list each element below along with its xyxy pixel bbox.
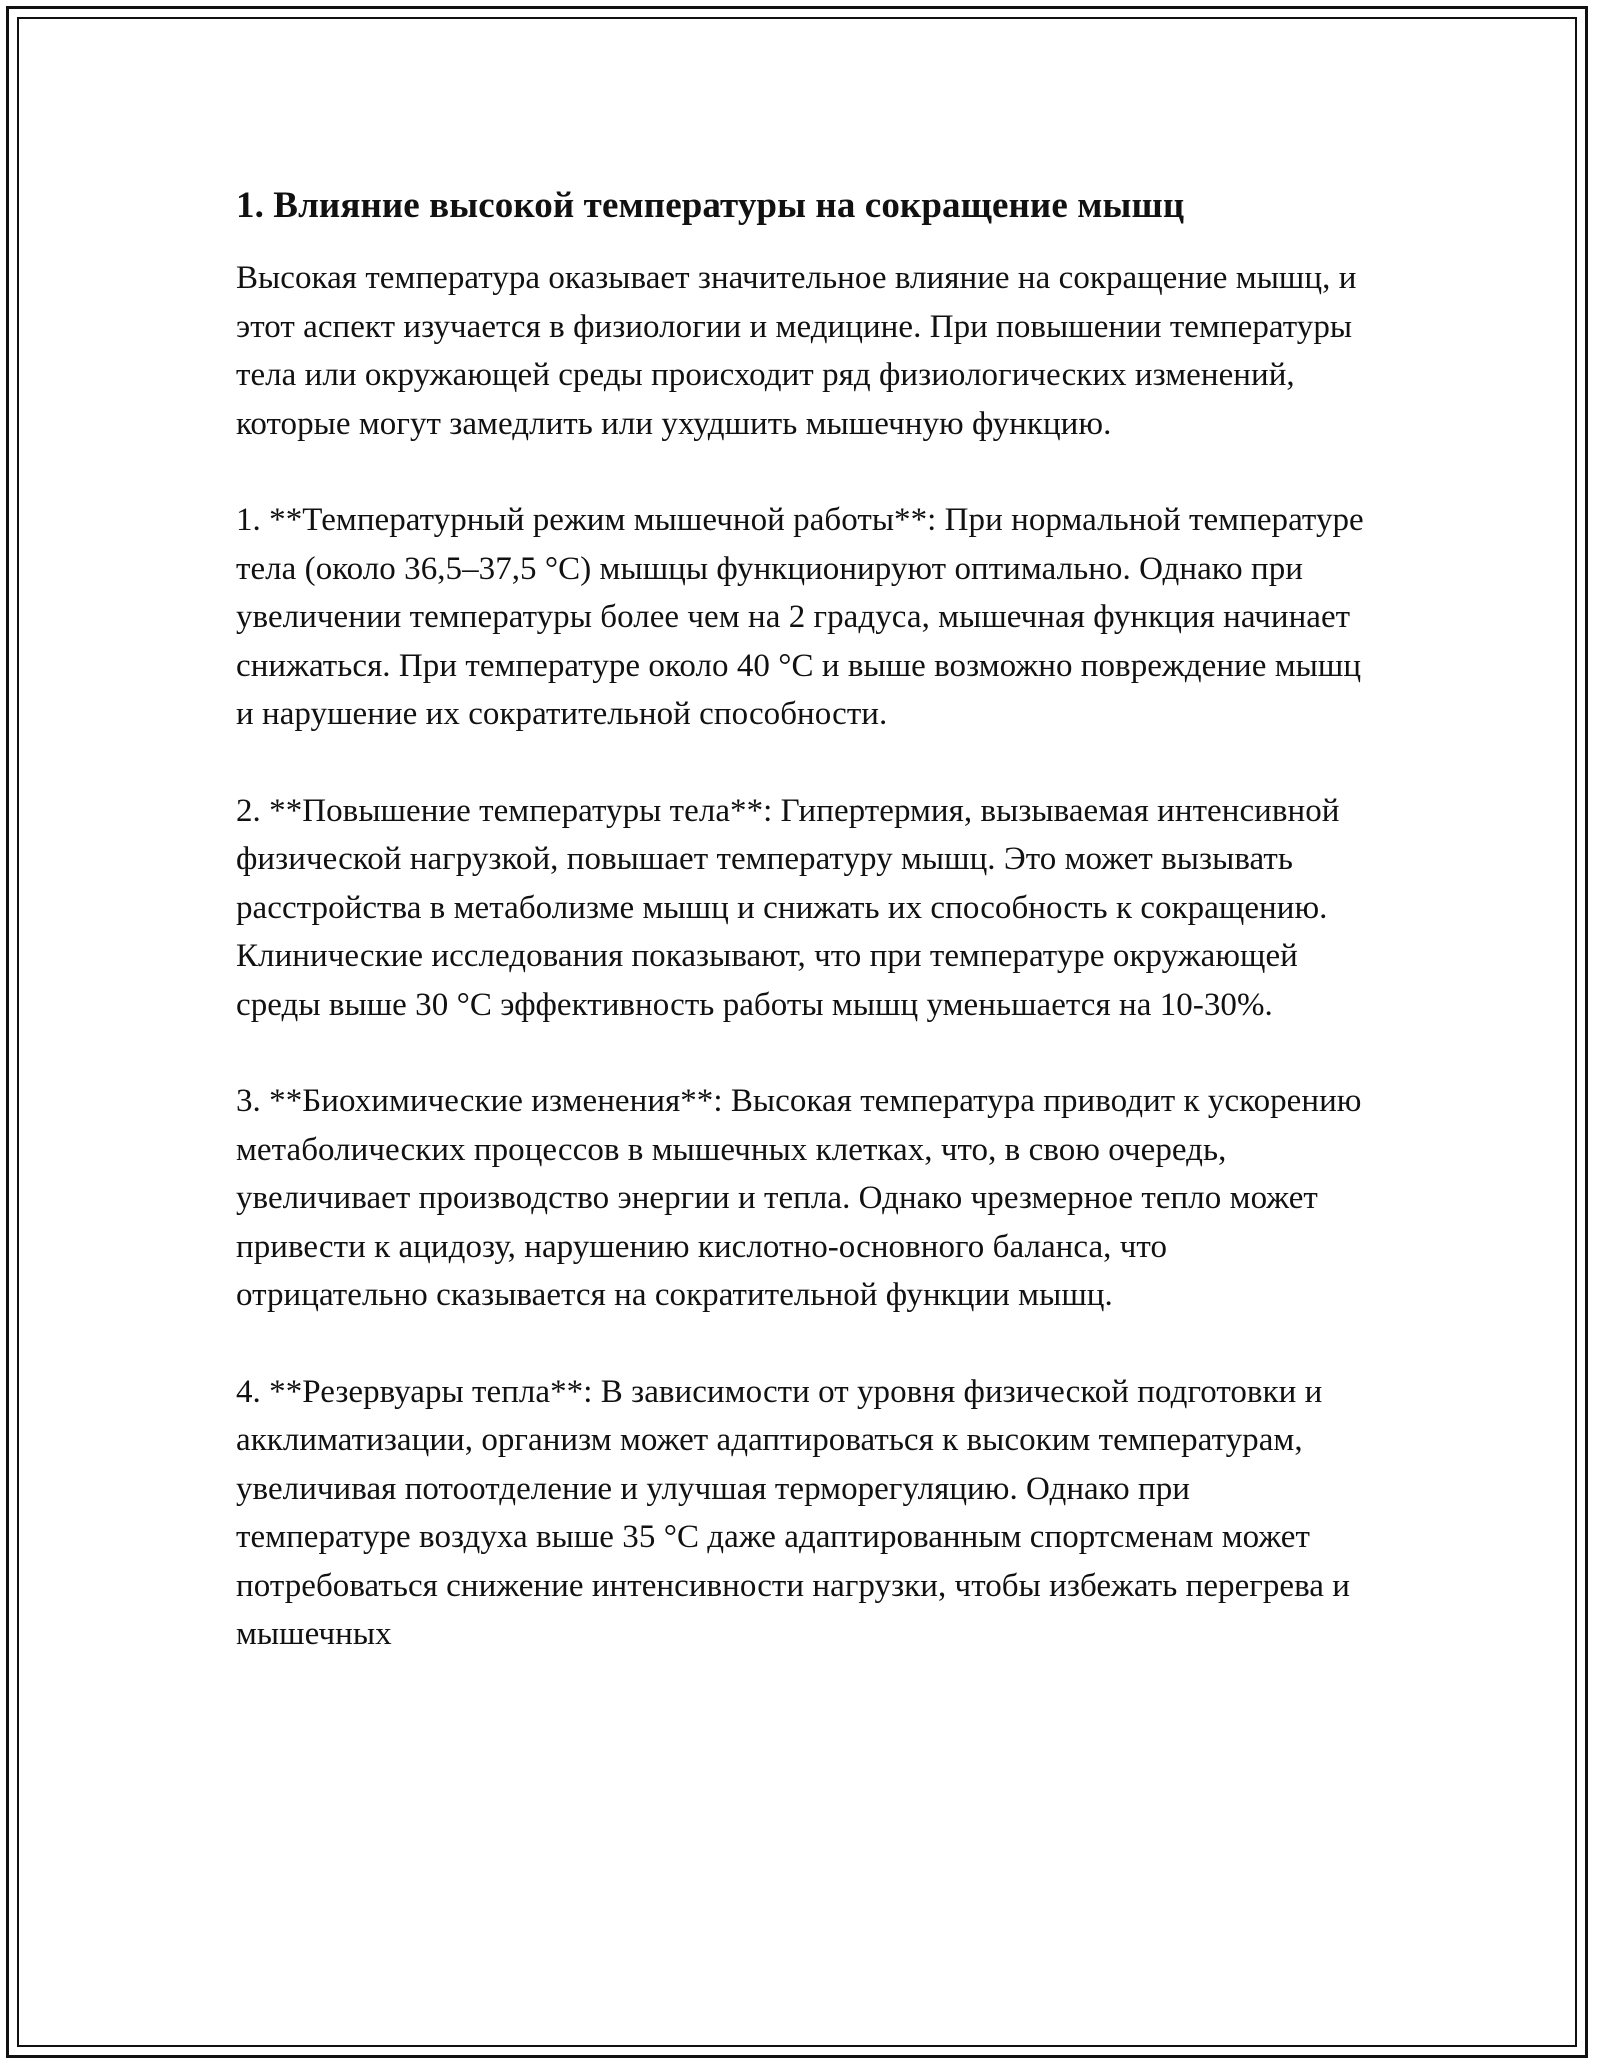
paragraph-item-2: 2. **Повышение температуры тела**: Гипертермия, вызываемая интенсивной физической нагрузкой, повышает температуру мышц. Это может вызывать расстройства в метаболизме мышц и снижать их способность к сокращению. Клинические исследования показывают, что при температуре окружающей среды выше 30 °C эффективность работы мышц уменьшается на 10-30%. — [236, 792, 1340, 1023]
paragraph-item-4: 4. **Резервуары тепла**: В зависимости от уровня физической подготовки и акклиматизации, организм может адаптироваться к высоким температурам, увеличивая потоотделение и улучшая терморегуляцию. Однако при температуре воздуха выше 35 °C даже адаптированным спортсменам может потребоваться снижение интенсивности нагрузки, чтобы избежать перегрева и мышечных — [236, 1373, 1350, 1652]
paragraph-intro: Высокая температура оказывает значительное влияние на сокращение мышц, и этот аспект изучается в физиологии и медицине. При повышении температуры тела или окружающей среды происходит ряд физиологических изменений, которые могут замедлить или ухудшить мышечную функцию. — [236, 260, 1357, 442]
section-title: 1. Влияние высокой температуры на сокращение мышц — [236, 185, 1185, 226]
document-body — [236, 182, 1366, 1659]
paragraph-item-1: 1. **Температурный режим мышечной работы**: При нормальной температуре тела (около 36,5–37,5 °C) мышцы функционируют оптимально. Однако при увеличении температуры более чем на 2 градуса, мышечная функция начинает снижаться. При температуре около 40 °C и выше возможно повреждение мышц и нарушение их сократительной способности. — [236, 502, 1364, 732]
paragraph-item-3: 3. **Биохимические изменения**: Высокая температура приводит к ускорению метаболических процессов в мышечных клетках, что, в свою очередь, увеличивает производство энергии и тепла. Однако чрезмерное тепло может привести к ацидозу, нарушению кислотно-основного баланса, что отрицательно сказывается на сократительной функции мышц. — [236, 1083, 1362, 1313]
